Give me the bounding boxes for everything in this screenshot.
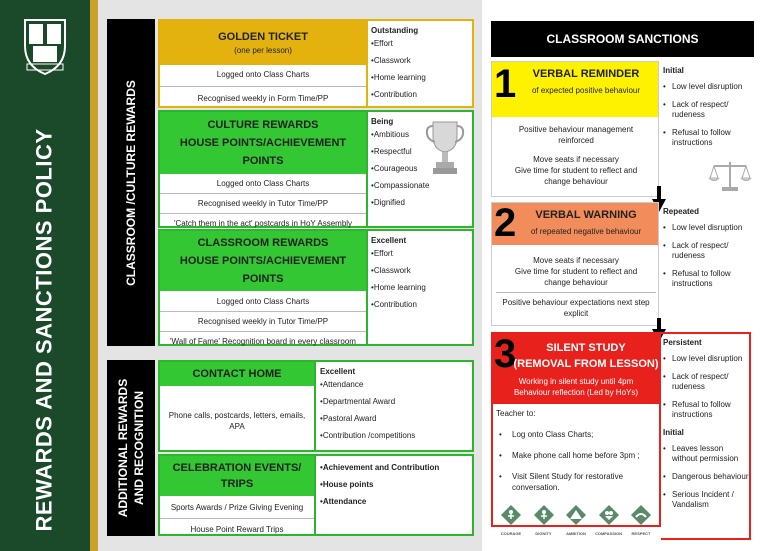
- classroom-list: [371, 235, 471, 316]
- list-item: • Ambitious: [371, 129, 471, 140]
- culture-desc-2: Recognised weekly in Tutor Time/PP: [197, 199, 329, 208]
- celebration-desc-1: Sports Awards / Prize Giving Evening: [170, 503, 304, 512]
- sanction-3-list-title: Persistent: [663, 338, 702, 347]
- list-item: • Refusal to follow instructions: [663, 400, 749, 420]
- scales-icon: [708, 158, 752, 192]
- classroom-desc-3: 'Wall of Fame' Recognition board in every classroom: [170, 337, 356, 346]
- sanctions-title: CLASSROOM SANCTIONS: [491, 21, 754, 57]
- classroom-rewards-box: [158, 229, 474, 346]
- culture-title-2: HOUSE POINTS/ACHIEVEMENT: [179, 137, 347, 149]
- sanction-3-list: [663, 338, 749, 518]
- list-item: • Serious Incident / Vandalism: [663, 490, 749, 510]
- courage-value: COURAGE: [496, 504, 526, 540]
- contact-desc-1: Phone calls, postcards, letters, emails,: [168, 411, 306, 420]
- list-item: • Classwork: [371, 55, 471, 66]
- list-item: • Visit Silent Study for restorative conversation.: [499, 472, 624, 492]
- list-item: • Refusal to follow instructions: [663, 128, 755, 148]
- sidebar: [0, 0, 90, 551]
- sanction-2-title: VERBAL WARNING: [535, 209, 637, 221]
- contact-home-box: [158, 360, 474, 452]
- teacher-label: Teacher to:: [496, 409, 536, 418]
- sanction-3-sub-1: Working in silent study until 4pm: [518, 377, 634, 386]
- list-item: • Courageous: [371, 163, 471, 174]
- sanction-3-title-1: SILENT STUDY: [546, 342, 626, 354]
- classroom-list-title: Excellent: [371, 236, 407, 245]
- classroom-desc-2: Recognised weekly in Tutor Time/PP: [197, 317, 329, 326]
- sanction-3-number: 3: [494, 332, 517, 376]
- sanction-3-box: [491, 332, 661, 527]
- dignity-value: DIGNITY: [529, 504, 559, 540]
- sanction-1-list: [663, 66, 755, 156]
- sanction-2-desc-3: change behaviour: [544, 278, 608, 287]
- list-item: • Lack of respect/ rudeness: [663, 372, 749, 392]
- celebration-box: [158, 454, 474, 536]
- list-item: • Home learning: [371, 282, 471, 293]
- sanction-3-list-title-2: Initial: [663, 428, 684, 437]
- list-item: • Departmental Award: [320, 396, 470, 407]
- sanction-1-box: [491, 61, 659, 197]
- sanction-1-list-title: Initial: [663, 66, 684, 75]
- sanction-2-number: 2: [494, 201, 517, 245]
- sanction-2-desc-1: Move seats if necessary: [533, 256, 619, 265]
- sanction-1-desc-5: change behaviour: [544, 177, 608, 186]
- culture-desc-3: 'Catch them in the act' postcards in HoY Assembly: [173, 219, 353, 228]
- sanction-2-subtitle: of repeated negative behaviour: [530, 227, 642, 236]
- list-item: • Lack of respect/ rudeness: [663, 100, 755, 120]
- school-crest-icon: [19, 16, 71, 76]
- classroom-rewards-header: [160, 231, 366, 291]
- sanction-1-desc-3: Move seats if necessary: [533, 155, 619, 164]
- golden-ticket-header: [160, 21, 366, 65]
- contact-home-title: CONTACT HOME: [192, 368, 282, 380]
- sanction-2-desc-4: Positive behaviour expectations next step: [502, 298, 650, 307]
- contact-list: [320, 366, 470, 447]
- respect-icon: [630, 504, 652, 526]
- list-item: • Refusal to follow instructions: [663, 269, 755, 289]
- culture-title-1: CULTURE REWARDS: [207, 119, 319, 131]
- list-item: • Low level disruption: [663, 82, 755, 92]
- list-item: • Low level disruption: [663, 223, 755, 233]
- sanction-2-list-title: Repeated: [663, 207, 700, 216]
- list-item: • Attendance: [320, 379, 470, 390]
- list-item: • Contribution /competitions: [320, 430, 470, 441]
- sanction-2-desc-2: Give time for student to reflect and: [514, 267, 638, 276]
- golden-desc-1: Logged onto Class Charts: [216, 70, 310, 79]
- ambition-icon: [565, 504, 587, 526]
- celebration-list: [320, 462, 470, 513]
- sanction-1-title: VERBAL REMINDER: [532, 68, 640, 80]
- list-item: • Home learning: [371, 72, 471, 83]
- list-item: • House points: [320, 479, 470, 490]
- contact-list-title: Excellent: [320, 367, 356, 376]
- list-item: • Log onto Class Charts;: [499, 430, 594, 439]
- list-item: • Respectful: [371, 146, 471, 157]
- values-row: [496, 504, 656, 540]
- celebration-title-1: CELEBRATION EVENTS/: [172, 462, 302, 474]
- culture-title-3: POINTS: [242, 155, 284, 167]
- list-item: • Low level disruption: [663, 354, 749, 364]
- golden-ticket-subtitle: (one per lesson): [234, 46, 292, 55]
- list-item: • Achievement and Contribution: [320, 462, 470, 473]
- classroom-rewards-bar: CLASSROOM /CULTURE REWARDS: [107, 19, 155, 346]
- additional-label-2: AND RECOGNITION: [132, 391, 147, 506]
- list-item: • Contribution: [371, 89, 471, 100]
- sanction-1-number: 1: [494, 62, 517, 106]
- respect-value: RESPECT: [626, 504, 656, 540]
- sanction-1-desc-4: Give time for student to reflect and: [514, 166, 638, 175]
- sanction-1-subtitle: of expected positive behaviour: [531, 86, 641, 95]
- sanction-3-sub-2: Behaviour reflection (Led by HoYs): [513, 388, 639, 397]
- contact-home-header: [160, 362, 314, 386]
- list-item: • Dangerous behaviour: [663, 472, 749, 482]
- culture-list-title: Being: [371, 117, 394, 126]
- trophy-icon: [424, 118, 466, 178]
- classroom-desc-1: Logged onto Class Charts: [216, 297, 310, 306]
- sanction-1-desc-1: Positive behaviour management: [518, 125, 634, 134]
- courage-icon: [500, 504, 522, 526]
- golden-desc-2: Recognised weekly in Form Time/PP: [197, 94, 329, 103]
- list-item: • Lack of respect/ rudeness: [663, 241, 755, 261]
- list-item: • Effort: [371, 248, 471, 259]
- celebration-title-2: TRIPS: [220, 478, 254, 490]
- sanction-3-subtitle: [495, 376, 657, 398]
- list-item: • Contribution: [371, 299, 471, 310]
- culture-desc-1: Logged onto Class Charts: [216, 179, 310, 188]
- compassion-value: COMPASSION: [594, 504, 624, 540]
- additional-label-1: ADDITIONAL REWARDS: [116, 378, 131, 518]
- gold-strip: [90, 0, 98, 551]
- sanction-2-desc-5: explicit: [563, 309, 589, 318]
- classroom-title-3: POINTS: [242, 273, 284, 285]
- list-item: • Pastoral Award: [320, 413, 470, 424]
- list-item: • Effort: [371, 38, 471, 49]
- classroom-title-2: HOUSE POINTS/ACHIEVEMENT: [179, 255, 347, 267]
- golden-list: [371, 25, 471, 106]
- celebration-header: [160, 456, 314, 496]
- golden-ticket-title: GOLDEN TICKET: [218, 31, 308, 43]
- sanction-3-title-2: (REMOVAL FROM LESSON): [513, 358, 659, 370]
- golden-ticket-box: [158, 19, 474, 108]
- sanction-2-list: [663, 207, 755, 297]
- list-item: • Compassionate: [371, 180, 471, 191]
- contact-desc-2: APA: [229, 422, 245, 431]
- classroom-title-1: CLASSROOM REWARDS: [197, 237, 329, 249]
- sanction-3-teacher: [496, 408, 656, 493]
- additional-rewards-bar: [107, 360, 155, 536]
- ambition-value: AMBITION: [561, 504, 591, 540]
- celebration-desc-2: House Point Reward Trips: [190, 525, 284, 534]
- policy-title: REWARDS AND SANCTIONS POLICY: [32, 128, 57, 532]
- sanction-1-desc-2: reinforced: [558, 136, 594, 145]
- list-item: • Classwork: [371, 265, 471, 276]
- list-item: • Dignified: [371, 197, 471, 208]
- golden-list-title: Outstanding: [371, 26, 419, 35]
- sanction-3-title: [513, 340, 659, 372]
- culture-rewards-box: [158, 110, 474, 228]
- list-item: • Leaves lesson without permission: [663, 444, 749, 464]
- list-item: • Attendance: [320, 496, 470, 507]
- sanction-2-box: [491, 202, 659, 326]
- dignity-icon: [533, 504, 555, 526]
- compassion-icon: [598, 504, 620, 526]
- culture-rewards-header: [160, 112, 366, 174]
- list-item: • Make phone call home before 3pm ;: [499, 451, 640, 460]
